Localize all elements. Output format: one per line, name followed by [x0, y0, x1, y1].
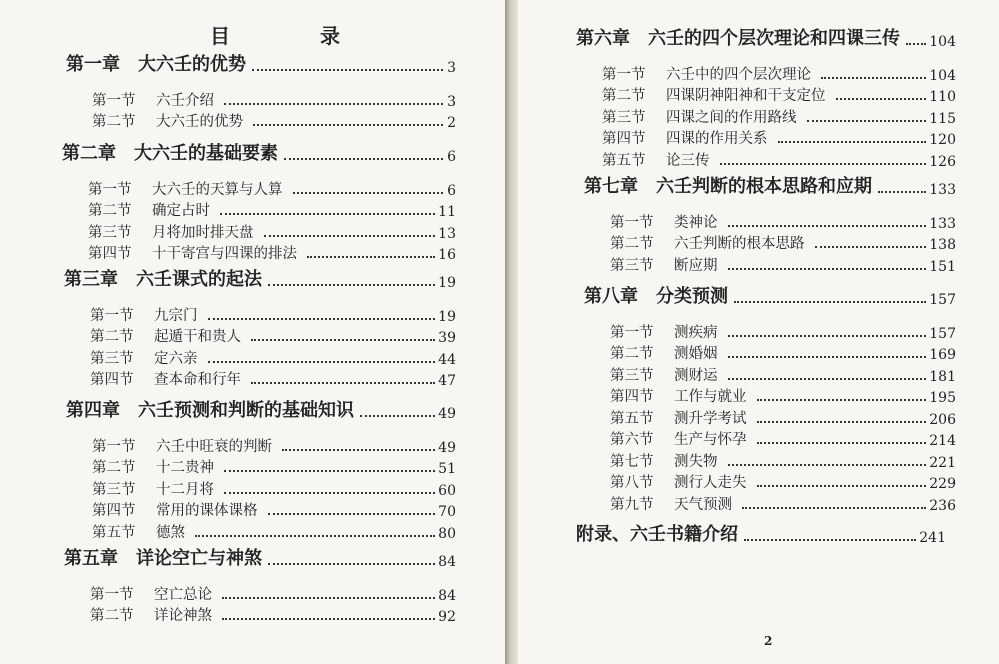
section-title: 空亡总论 [154, 586, 212, 603]
chapter-block [576, 24, 956, 170]
section-number: 第三节 [610, 367, 654, 384]
toc-entry [66, 520, 456, 542]
spacer [64, 291, 456, 303]
toc-entry [64, 325, 456, 347]
section-number: 第七节 [610, 453, 654, 470]
toc-entry [66, 499, 456, 521]
toc-entry [62, 242, 456, 264]
section-number: 第四节 [90, 372, 134, 388]
chapter-title: 详论空亡与神煞 [136, 548, 262, 569]
section-page: 6 [447, 182, 456, 199]
section-page: 80 [438, 525, 456, 542]
section-number: 第三节 [90, 350, 134, 367]
toc-entry [64, 582, 456, 604]
spacer [584, 198, 956, 210]
section-title: 工作与就业 [674, 389, 747, 405]
dot-leader [222, 597, 435, 599]
section-page: 84 [438, 587, 456, 604]
section-number: 第一节 [610, 324, 654, 341]
toc-entry [576, 62, 956, 84]
section-title: 德煞 [156, 524, 185, 541]
section-page: 11 [438, 204, 456, 220]
toc-title-char-1: 目 [210, 24, 230, 48]
dot-leader [268, 563, 435, 565]
section-title: 测婚姻 [674, 346, 718, 362]
section-number: 第四节 [92, 503, 136, 519]
dot-leader [224, 103, 443, 105]
section-page: 2 [447, 115, 456, 131]
section-number: 第三节 [92, 481, 136, 498]
section-title: 类神论 [674, 214, 718, 231]
section-number: 第五节 [602, 152, 646, 169]
toc-entry [66, 477, 456, 499]
section-page: 19 [438, 308, 456, 325]
chapter-heading [576, 24, 956, 50]
section-title: 四课阴神阳神和干支定位 [666, 88, 826, 104]
section-title: 九宗门 [154, 307, 198, 324]
section-page: 47 [438, 373, 456, 389]
chapter-title: 大六壬的优势 [138, 54, 246, 75]
section-number: 第九节 [610, 496, 654, 513]
section-page: 221 [929, 454, 956, 471]
toc-entry [64, 346, 456, 368]
chapter-block [64, 265, 456, 389]
chapter-page: 49 [438, 406, 456, 422]
chapter-page: 104 [929, 34, 956, 50]
chapter-page: 157 [929, 292, 956, 308]
section-title: 测失物 [674, 453, 718, 470]
dot-leader [815, 246, 927, 248]
section-title: 起遁干和贵人 [154, 329, 241, 345]
toc-entry [584, 342, 956, 364]
chapter-block [584, 282, 956, 514]
section-number: 第二节 [90, 329, 134, 345]
toc-entry [584, 406, 956, 428]
toc-entry [584, 320, 956, 342]
chapter-label: 第一章 [66, 54, 120, 75]
dot-leader [742, 507, 926, 509]
dot-leader [224, 470, 435, 472]
chapter-heading [64, 265, 456, 291]
toc-entry [584, 253, 956, 275]
section-title: 详论神煞 [154, 608, 212, 624]
dot-leader [307, 256, 435, 258]
chapter-page: 84 [438, 554, 456, 570]
dot-leader [728, 335, 927, 337]
chapter-heading [584, 282, 956, 308]
chapter-label: 第五章 [64, 548, 118, 569]
dot-leader [757, 485, 927, 487]
section-number: 第四节 [610, 389, 654, 405]
toc-entry [584, 449, 956, 471]
toc-entry [66, 456, 456, 478]
section-page: 229 [929, 476, 956, 492]
section-page: 120 [929, 132, 956, 148]
section-title: 确定占时 [152, 203, 210, 219]
section-number: 第一节 [610, 214, 654, 231]
section-page: 195 [929, 390, 956, 406]
section-title: 生产与怀孕 [674, 432, 747, 448]
dot-leader [208, 361, 436, 363]
toc-entry [576, 84, 956, 106]
section-title: 十二月将 [156, 481, 214, 498]
dot-leader [807, 120, 927, 122]
section-number: 第四节 [88, 246, 132, 262]
dot-leader [251, 382, 435, 384]
section-number: 第二节 [90, 608, 134, 624]
section-number: 第三节 [88, 224, 132, 241]
dot-leader [757, 442, 927, 444]
dot-leader [293, 192, 444, 194]
section-page: 206 [929, 411, 956, 428]
section-title: 常用的课体课格 [156, 503, 258, 519]
page-number: 2 [764, 634, 773, 648]
right-page [518, 0, 999, 664]
chapter-block [64, 544, 456, 625]
section-number: 第二节 [92, 114, 136, 130]
chapter-heading [66, 396, 456, 422]
toc-entry [64, 604, 456, 626]
chapter-label: 第八章 [584, 286, 638, 307]
section-number: 第一节 [602, 66, 646, 83]
toc-entry [584, 428, 956, 450]
chapter-block [66, 396, 456, 542]
toc-title [210, 20, 340, 49]
chapter-block [576, 520, 946, 546]
section-title: 天气预测 [674, 496, 732, 513]
section-title: 测疾病 [674, 324, 718, 341]
section-number: 第一节 [90, 307, 134, 324]
dot-leader [836, 98, 927, 100]
chapter-page: 3 [447, 60, 456, 76]
section-page: 44 [438, 351, 456, 368]
section-number: 第一节 [92, 438, 136, 455]
dot-leader [220, 213, 435, 215]
section-title: 论三传 [666, 152, 710, 169]
dot-leader [728, 356, 927, 358]
section-title: 断应期 [674, 257, 718, 274]
section-page: 16 [438, 247, 456, 263]
section-title: 大六壬的天算与人算 [152, 181, 283, 198]
section-title: 六壬中旺衰的判断 [156, 438, 272, 455]
section-page: 49 [438, 439, 456, 456]
section-page: 70 [438, 504, 456, 520]
toc-entry [64, 303, 456, 325]
section-title: 查本命和行年 [154, 372, 241, 388]
toc-entry [584, 363, 956, 385]
section-title: 测财运 [674, 367, 718, 384]
section-page: 236 [929, 497, 956, 514]
toc-title-char-2: 录 [320, 24, 340, 48]
chapter-page: 19 [438, 275, 456, 291]
dot-leader [906, 43, 926, 45]
dot-leader [251, 339, 435, 341]
section-page: 51 [438, 461, 456, 477]
section-title: 四课的作用关系 [666, 131, 768, 147]
chapter-heading [584, 172, 956, 198]
dot-leader [728, 225, 927, 227]
section-number: 第八节 [610, 475, 654, 491]
dot-leader [728, 268, 927, 270]
section-page: 126 [929, 153, 956, 170]
dot-leader [224, 492, 435, 494]
section-page: 151 [929, 258, 956, 275]
section-number: 第二节 [610, 346, 654, 362]
spacer [64, 570, 456, 582]
toc-entry [64, 368, 456, 390]
chapter-title: 六壬预测和判断的基础知识 [138, 400, 354, 421]
toc-entry [66, 434, 456, 456]
chapter-page: 241 [919, 530, 946, 546]
dot-leader [195, 535, 435, 537]
section-page: 115 [929, 110, 956, 127]
dot-leader [728, 464, 927, 466]
toc-entry [62, 199, 456, 221]
toc-entry [584, 232, 956, 254]
spacer [576, 50, 956, 62]
chapter-title: 六壬判断的根本思路和应期 [656, 176, 872, 197]
section-number: 第五节 [92, 524, 136, 541]
spacer [62, 165, 456, 177]
dot-leader [208, 318, 436, 320]
dot-leader [264, 235, 436, 237]
section-title: 定六亲 [154, 350, 198, 367]
section-number: 第二节 [610, 236, 654, 252]
chapter-block [62, 139, 456, 263]
chapter-title: 大六壬的基础要素 [134, 143, 278, 164]
section-number: 第一节 [90, 586, 134, 603]
section-page: 13 [438, 225, 456, 242]
section-page: 3 [447, 93, 456, 110]
section-page: 157 [929, 325, 956, 342]
toc-entry [576, 148, 956, 170]
chapter-title: 六壬的四个层次理论和四课三传 [648, 28, 900, 49]
chapter-title: 分类预测 [656, 286, 728, 307]
toc-entry [584, 471, 956, 493]
dot-leader [282, 449, 435, 451]
toc-entry [584, 492, 956, 514]
dot-leader [734, 301, 926, 303]
section-title: 六壬判断的根本思路 [674, 236, 805, 252]
section-title: 测升学考试 [674, 410, 747, 427]
section-title: 六壬中的四个层次理论 [666, 66, 811, 83]
chapter-heading [62, 139, 456, 165]
section-number: 第六节 [610, 432, 654, 448]
dot-leader [878, 191, 926, 193]
section-number: 第一节 [88, 181, 132, 198]
spacer [66, 76, 456, 88]
section-page: 169 [929, 347, 956, 363]
dot-leader [222, 618, 435, 620]
spacer [66, 422, 456, 434]
section-number: 第一节 [92, 92, 136, 109]
section-page: 104 [929, 67, 956, 84]
chapter-title: 六壬课式的起法 [136, 269, 262, 290]
toc-entry [66, 110, 456, 132]
dot-leader [744, 539, 916, 541]
chapter-label: 第二章 [62, 143, 116, 164]
section-number: 第二节 [92, 460, 136, 476]
chapter-label: 第七章 [584, 176, 638, 197]
section-page: 138 [929, 237, 956, 253]
chapter-label: 附录、六壬书籍介绍 [576, 524, 738, 545]
chapter-block [66, 50, 456, 131]
section-number: 第二节 [88, 203, 132, 219]
dot-leader [757, 399, 927, 401]
dot-leader [728, 378, 927, 380]
section-title: 大六壬的优势 [156, 114, 243, 130]
section-title: 十干寄宫与四课的排法 [152, 246, 297, 262]
chapter-label: 第三章 [64, 269, 118, 290]
section-page: 92 [438, 609, 456, 625]
dot-leader [821, 77, 926, 79]
chapter-heading [576, 520, 946, 546]
dot-leader [268, 513, 436, 515]
section-number: 第四节 [602, 131, 646, 147]
dot-leader [252, 69, 443, 71]
chapter-label: 第六章 [576, 28, 630, 49]
section-number: 第三节 [610, 257, 654, 274]
toc-entry [584, 210, 956, 232]
section-page: 133 [929, 215, 956, 232]
section-number: 第三节 [602, 109, 646, 126]
section-title: 月将加时排天盘 [152, 224, 254, 241]
chapter-heading [64, 544, 456, 570]
chapter-label: 第四章 [66, 400, 120, 421]
book-gutter [505, 0, 518, 664]
chapter-block [584, 172, 956, 275]
dot-leader [253, 124, 443, 126]
section-page: 181 [929, 368, 956, 385]
section-title: 四课之间的作用路线 [666, 109, 797, 126]
section-page: 60 [438, 482, 456, 499]
dot-leader [360, 415, 435, 417]
section-page: 39 [438, 330, 456, 346]
toc-entry [62, 177, 456, 199]
section-page: 214 [929, 433, 956, 449]
section-number: 第五节 [610, 410, 654, 427]
section-title: 十二贵神 [156, 460, 214, 476]
spacer [584, 308, 956, 320]
dot-leader [778, 141, 927, 143]
chapter-page: 6 [447, 149, 456, 165]
dot-leader [268, 284, 435, 286]
chapter-heading [66, 50, 456, 76]
section-title: 六壬介绍 [156, 92, 214, 109]
dot-leader [757, 421, 927, 423]
dot-leader [720, 163, 927, 165]
dot-leader [284, 158, 443, 160]
toc-entry [584, 385, 956, 407]
section-title: 测行人走失 [674, 475, 747, 491]
toc-entry [66, 88, 456, 110]
section-page: 110 [929, 89, 956, 105]
chapter-page: 133 [929, 182, 956, 198]
toc-entry [62, 220, 456, 242]
section-number: 第二节 [602, 88, 646, 104]
toc-entry [576, 127, 956, 149]
toc-entry [576, 105, 956, 127]
